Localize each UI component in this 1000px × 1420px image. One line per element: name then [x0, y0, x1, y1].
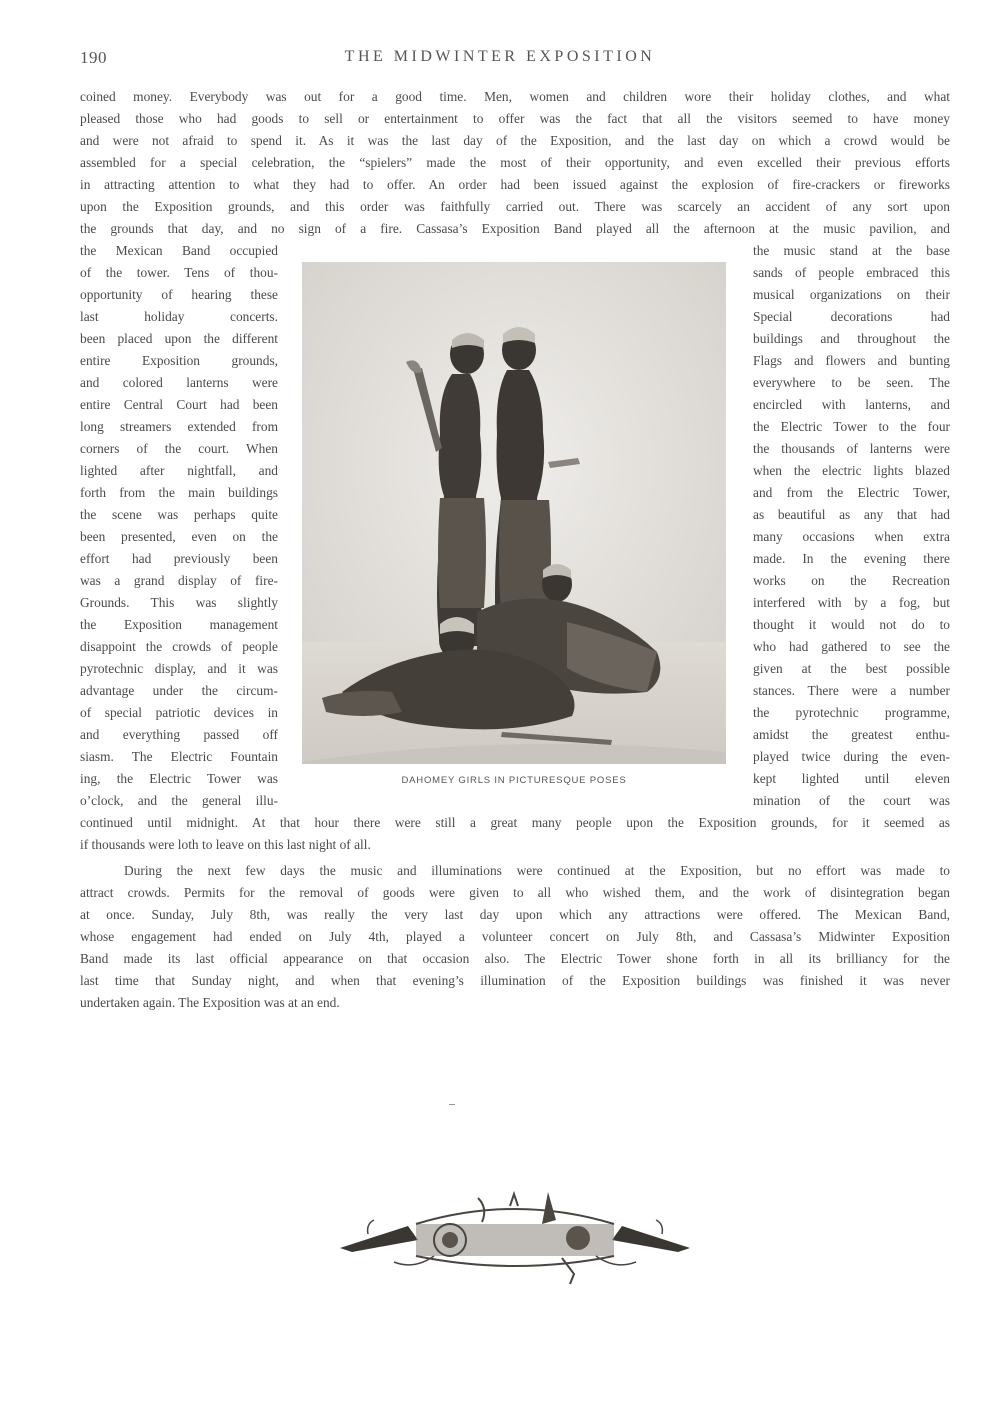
- text-line: as beautiful as any that had: [753, 507, 950, 522]
- text-line: lighted after nightfall, and: [80, 463, 278, 478]
- text-line: disappoint the crowds of people: [80, 639, 278, 654]
- text-line: and everything passed off: [80, 727, 278, 742]
- text-line: made. In the evening there: [753, 551, 950, 566]
- text-line: Band made its last official appearance on that occasion also. The Electric Tower shone forth in all its brilliancy for the: [80, 951, 950, 966]
- text-line: During the next few days the music and illuminations were continued at the Exposition, but no effort was made to: [124, 863, 950, 878]
- text-line: whose engagement had ended on July 4th, played a volunteer concert on July 8th, and Cassasa’s Midwinter Exposition: [80, 929, 950, 944]
- text-line: pyrotechnic display, and it was: [80, 661, 278, 676]
- text-line: mination of the court was: [753, 793, 950, 808]
- text-line: pleased those who had goods to sell or entertainment to offer was the fact that all the visitors seemed to have money: [80, 111, 950, 126]
- text-line: interfered with by a fog, but: [753, 595, 950, 610]
- text-line: given at the best possible: [753, 661, 950, 676]
- text-line: works on the Recreation: [753, 573, 950, 588]
- text-line: the music stand at the base: [753, 243, 950, 258]
- text-line: amidst the greatest enthu-: [753, 727, 950, 742]
- left-column-text: [80, 240, 278, 812]
- text-line: many occasions when extra: [753, 529, 950, 544]
- text-line: the Mexican Band occupied: [80, 243, 278, 258]
- text-line: last holiday concerts.: [80, 309, 278, 324]
- text-line: corners of the court. When: [80, 441, 278, 456]
- text-line: entire Exposition grounds,: [80, 353, 278, 368]
- top-paragraph: [80, 86, 950, 240]
- text-line: at once. Sunday, July 8th, was really the very last day upon which any attractions were offered. The Mexican Band,: [80, 907, 950, 922]
- text-line: long streamers extended from: [80, 419, 278, 434]
- text-line: thought it would not do to: [753, 617, 950, 632]
- text-line: the scene was perhaps quite: [80, 507, 278, 522]
- text-line: Grounds. This was slightly: [80, 595, 278, 610]
- text-line: kept lighted until eleven: [753, 771, 950, 786]
- text-line: the Electric Tower to the four: [753, 419, 950, 434]
- text-line: and from the Electric Tower,: [753, 485, 950, 500]
- running-title: THE MIDWINTER EXPOSITION: [344, 48, 656, 65]
- text-line: been placed upon the different: [80, 331, 278, 346]
- text-line: last time that Sunday night, and when that evening’s illumination of the Exposition buildings was finished it was never: [80, 973, 950, 988]
- text-line: entire Central Court had been: [80, 397, 278, 412]
- text-line: of special patriotic devices in: [80, 705, 278, 720]
- text-line: o’clock, and the general illu-: [80, 793, 278, 808]
- text-line: ing, the Electric Tower was: [80, 771, 278, 786]
- text-line: and colored lanterns were: [80, 375, 278, 390]
- text-line: attract crowds. Permits for the removal of goods were given to all who wished them, and the work of disintegration began: [80, 885, 950, 900]
- text-line: everywhere to be seen. The: [753, 375, 950, 390]
- text-line: the pyrotechnic programme,: [753, 705, 950, 720]
- bottom-paragraph: [80, 812, 950, 1014]
- text-line: Flags and flowers and bunting: [753, 353, 950, 368]
- text-line: forth from the main buildings: [80, 485, 278, 500]
- ornamental-tailpiece: [338, 1186, 692, 1286]
- text-line: in attracting attention to what they had to offer. An order had been issued against the explosion of fire-crackers or fireworks: [80, 177, 950, 192]
- photograph-figures: [302, 262, 726, 764]
- text-line: musical organizations on their: [753, 287, 950, 302]
- text-line: played twice during the even-: [753, 749, 950, 764]
- text-line: sands of people embraced this: [753, 265, 950, 280]
- text-line: encircled with lanterns, and: [753, 397, 950, 412]
- text-line: upon the Exposition grounds, and this order was faithfully carried out. There was scarcely an accident of any sort upon: [80, 199, 950, 214]
- text-line: been presented, even on the: [80, 529, 278, 544]
- text-line: the Exposition management: [80, 617, 278, 632]
- photo-caption: DAHOMEY GIRLS IN PICTURESQUE POSES: [401, 775, 627, 786]
- text-line: Special decorations had: [753, 309, 950, 324]
- text-line: coined money. Everybody was out for a good time. Men, women and children wore their holiday clothes, and what: [80, 89, 950, 104]
- text-line: the thousands of lanterns were: [753, 441, 950, 456]
- text-line: effort had previously been: [80, 551, 278, 566]
- divider-mark: [449, 1104, 455, 1105]
- page-number: 190: [80, 48, 107, 67]
- text-line: opportunity of hearing these: [80, 287, 278, 302]
- text-line: if thousands were loth to leave on this last night of all.: [80, 837, 371, 852]
- text-line: buildings and throughout the: [753, 331, 950, 346]
- photograph: [302, 262, 726, 764]
- text-line: advantage under the circum-: [80, 683, 278, 698]
- right-column-text: [753, 240, 950, 812]
- text-line: and were not afraid to spend it. As it was the last day of the Exposition, and the last day on which a crowd would be: [80, 133, 950, 148]
- text-line: was a grand display of fire-: [80, 573, 278, 588]
- text-line: when the electric lights blazed: [753, 463, 950, 478]
- text-line: of the tower. Tens of thou-: [80, 265, 278, 280]
- text-line: continued until midnight. At that hour there were still a great many people upon the Exposition grounds, for it seemed as: [80, 815, 950, 830]
- text-line: siasm. The Electric Fountain: [80, 749, 278, 764]
- text-line: the grounds that day, and no sign of a fire. Cassasa’s Exposition Band played all the afternoon at the music pavilion, and: [80, 221, 950, 236]
- text-line: stances. There were a number: [753, 683, 950, 698]
- text-line: who had gathered to see the: [753, 639, 950, 654]
- text-line: assembled for a special celebration, the “spielers” made the most of their opportunity, and even excelled their previous efforts: [80, 155, 950, 170]
- text-line: undertaken again. The Exposition was at an end.: [80, 995, 340, 1010]
- tailpiece-ornament-icon: [338, 1186, 692, 1286]
